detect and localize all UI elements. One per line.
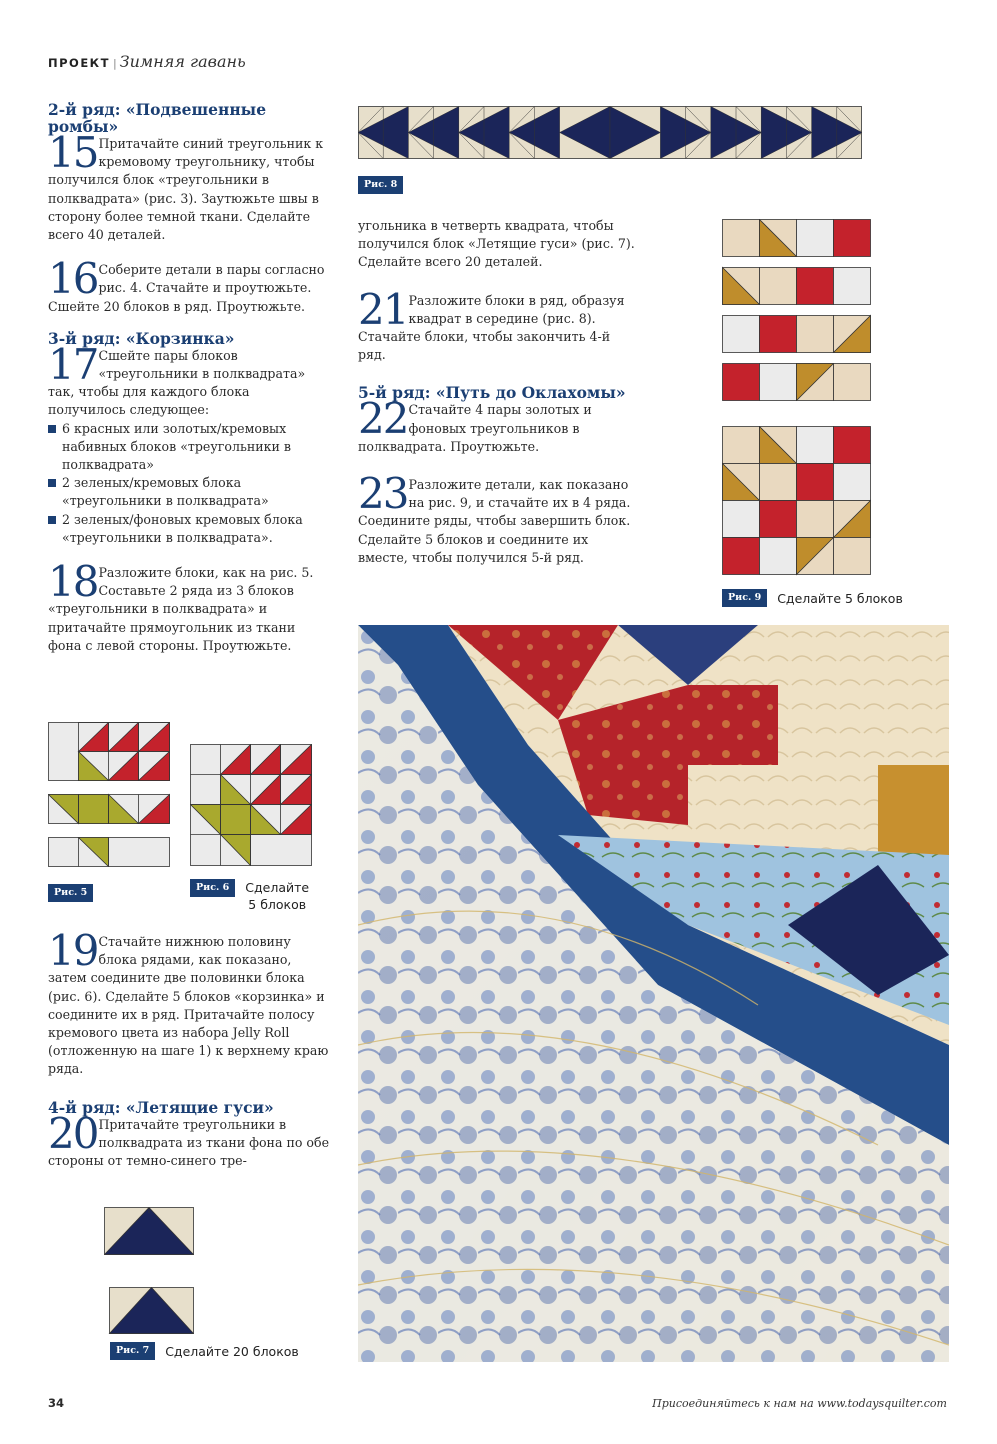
step-15 xyxy=(48,128,330,244)
figure-8-label: Рис. 8 xyxy=(358,176,403,194)
quilt-photo-image xyxy=(358,625,949,1362)
step-22 xyxy=(358,394,640,456)
figure-9-diagram xyxy=(722,426,872,576)
bullet-item: 2 зеленых/кремовых блока «треугольники в полквадрата» xyxy=(48,474,330,510)
figure-8-caption xyxy=(358,172,403,194)
heading-row-3: 3-й ряд: «Корзинка» xyxy=(48,328,235,348)
section-label: ПРОЕКТ xyxy=(48,56,110,70)
step-number: 16 xyxy=(48,254,98,304)
project-title: Зимняя гавань xyxy=(119,52,246,71)
step-number: 21 xyxy=(358,284,408,334)
running-header xyxy=(48,52,246,71)
figure-9-label: Рис. 9 xyxy=(722,589,767,607)
step-text: Разложите блоки, как на рис. 5. Составьте 2 ряда из 3 блоков «треугольники в полквадрата» и притачайте прямоугольник из ткани фона с левой стороны. Проутюжьте. xyxy=(48,565,314,653)
figure-7-label: Рис. 7 xyxy=(110,1342,155,1360)
header-separator: | xyxy=(112,57,117,70)
step-text: Сшейте пары блоков «треугольники в полквадрата» так, чтобы для каждого блока получилось следующее: xyxy=(48,347,306,418)
footer-link-text: Присоединяйтесь к нам на www.todaysquilter.com xyxy=(652,1397,947,1410)
step-number: 23 xyxy=(358,469,408,519)
step-text: Стачайте 4 пары золотых и фоновых треугольников в полквадрата. Проутюжьте. xyxy=(358,402,592,454)
step-text: Разложите детали, как показано на рис. 9, и стачайте их в 4 ряда. Соедините ряды, чтобы завершить блок. Сделайте 5 блоков и соедините их вместе, чтобы получился 5-й ряд. xyxy=(358,477,631,565)
step-number: 19 xyxy=(48,926,98,975)
step-18 xyxy=(48,557,330,655)
figure-9-caption-text: Сделайте 5 блоков xyxy=(777,590,903,606)
step-text: Соберите детали в пары согласно рис. 4. Стачайте и проутюжьте. Сшейте 20 блоков в ряд. Проутюжьте. xyxy=(48,262,325,314)
left-column-lower xyxy=(48,926,330,1170)
heading-row-5: 5-й ряд: «Путь до Оклахомы» xyxy=(358,383,626,403)
step-number: 20 xyxy=(48,1108,98,1158)
step-20 xyxy=(48,1108,330,1171)
step-text: Стачайте нижнюю половину блока рядами, как показано, затем соедините две половинки блока (рис. 6). Сделайте 5 блоков «корзинка» и соедините их в ряд. Притачайте полосу кремового цвета из набора Jelly Roll (отложенную на шаге 1) к верхнему краю ряда. xyxy=(48,934,329,1077)
step-text: Притачайте треугольники в полквадрата из ткани фона по обе стороны от темно-синего тре- xyxy=(48,1116,330,1169)
step-21 xyxy=(358,284,640,365)
figure-6-diagram xyxy=(190,744,312,866)
figure-5-diagram xyxy=(48,722,170,867)
figure-9-caption xyxy=(722,589,903,607)
middle-column xyxy=(358,217,640,567)
step-number: 22 xyxy=(358,394,408,444)
step-number: 18 xyxy=(48,557,98,607)
step-number: 15 xyxy=(48,128,98,177)
step-text: Разложите блоки в ряд, образуя квадрат в середине (рис. 8). Стачайте блоки, чтобы закончить 4-й ряд. xyxy=(358,292,625,363)
figure-6-caption-text: Сделайте 5 блоков xyxy=(245,880,310,912)
bullet-list xyxy=(48,420,330,547)
page-number: 34 xyxy=(48,1396,65,1410)
figure-8-diagram xyxy=(358,106,862,159)
step-23 xyxy=(358,469,640,567)
figure-6-caption xyxy=(190,879,311,913)
figure-7-caption xyxy=(110,1342,299,1360)
step-20-continued: угольника в четверть квадрата, чтобы получился блок «Летящие гуси» (рис. 7). Сделайте всего 20 деталей. xyxy=(358,218,635,270)
figure-5-caption xyxy=(48,880,93,902)
figure-7-caption-text: Сделайте 20 блоков xyxy=(165,1343,299,1359)
step-17 xyxy=(48,339,330,420)
step-19 xyxy=(48,926,330,1079)
figure-7-diagram xyxy=(104,1207,194,1335)
step-number: 17 xyxy=(48,339,98,389)
step-text: Притачайте синий треугольник к кремовому треугольнику, чтобы получился блок «треугольники в полквадрата» (рис. 3). Заутюжьте швы в сторону более темной ткани. Сделайте всего 40 деталей. xyxy=(48,136,324,243)
heading-row-4: 4-й ряд: «Летящие гуси» xyxy=(48,1097,274,1117)
bullet-item: 6 красных или золотых/кремовых набивных блоков «треугольники в полквадрата» xyxy=(48,420,330,475)
heading-row-2: 2-й ряд: «Подвешенные ромбы» xyxy=(48,100,267,136)
figure-6-label: Рис. 6 xyxy=(190,879,235,897)
figure-5-label: Рис. 5 xyxy=(48,884,93,902)
left-column xyxy=(48,101,330,655)
bullet-item: 2 зеленых/фоновых кремовых блока «треугольники в полквадрата». xyxy=(48,511,330,547)
step-16 xyxy=(48,254,330,316)
row-strips-diagram xyxy=(722,219,872,401)
quilt-photo xyxy=(358,625,949,1362)
